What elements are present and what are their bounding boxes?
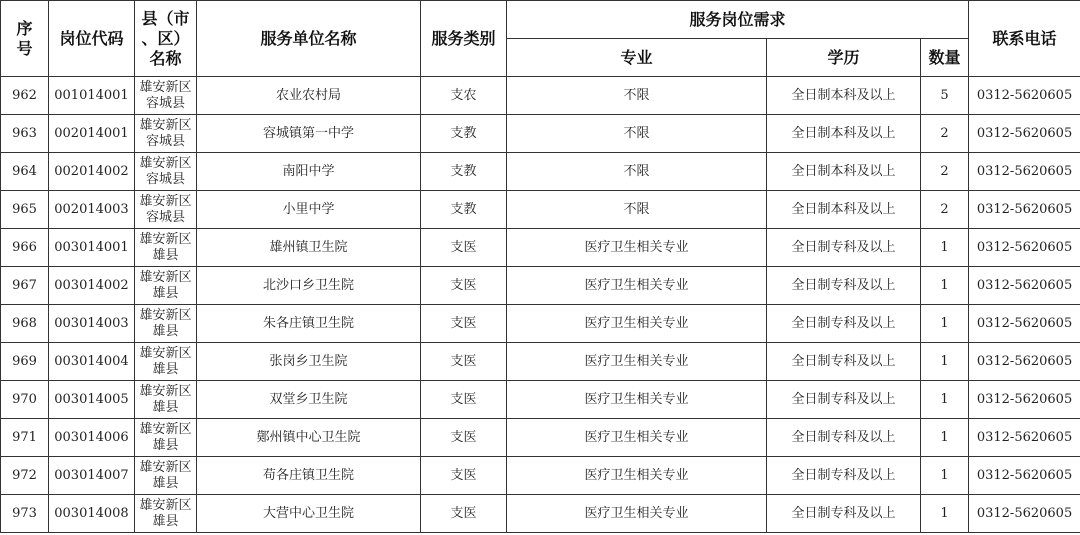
cell-major: 医疗卫生相关专业 (507, 267, 767, 305)
cell-count: 1 (921, 343, 969, 381)
county-line: 雄县 (152, 437, 179, 453)
cell-service-type: 支医 (421, 305, 507, 343)
county-line: 雄安新区 (139, 117, 192, 133)
county-line: 雄安新区 (139, 155, 192, 171)
header-demand: 服务岗位需求 (507, 1, 969, 39)
cell-unit-name: 双堂乡卫生院 (197, 381, 421, 419)
table-row (1, 495, 1080, 533)
header-post-code: 岗位代码 (49, 1, 135, 77)
cell-phone: 0312-5620605 (969, 495, 1080, 533)
county-line: 雄县 (152, 285, 179, 301)
cell-service-type: 支医 (421, 229, 507, 267)
cell-count: 1 (921, 229, 969, 267)
cell-phone: 0312-5620605 (969, 229, 1080, 267)
table-row (1, 115, 1080, 153)
cell-phone: 0312-5620605 (969, 457, 1080, 495)
cell-service-type: 支医 (421, 419, 507, 457)
county-line: 容城县 (145, 171, 185, 187)
county-line: 雄安新区 (139, 383, 192, 399)
cell-count: 1 (921, 419, 969, 457)
header-seq: 序 号 (1, 1, 49, 77)
cell-count: 1 (921, 457, 969, 495)
cell-phone: 0312-5620605 (969, 115, 1080, 153)
cell-post-code: 002014003 (49, 191, 135, 229)
cell-seq: 971 (1, 419, 49, 457)
cell-post-code: 003014003 (49, 305, 135, 343)
cell-phone: 0312-5620605 (969, 153, 1080, 191)
table-row (1, 229, 1080, 267)
county-line: 容城县 (145, 133, 185, 149)
cell-major: 不限 (507, 153, 767, 191)
cell-count: 1 (921, 381, 969, 419)
cell-unit-name: 小里中学 (197, 191, 421, 229)
cell-post-code: 003014001 (49, 229, 135, 267)
header-phone: 联系电话 (969, 1, 1080, 77)
cell-service-type: 支教 (421, 191, 507, 229)
cell-unit-name: 北沙口乡卫生院 (197, 267, 421, 305)
cell-education: 全日制本科及以上 (767, 153, 921, 191)
cell-service-type: 支医 (421, 495, 507, 533)
header-service-type: 服务类别 (421, 1, 507, 77)
cell-education: 全日制专科及以上 (767, 457, 921, 495)
county-line: 雄安新区 (139, 345, 192, 361)
cell-unit-name: 大营中心卫生院 (197, 495, 421, 533)
header-unit-name: 服务单位名称 (197, 1, 421, 77)
table-row (1, 305, 1080, 343)
cell-major: 医疗卫生相关专业 (507, 381, 767, 419)
cell-count: 1 (921, 305, 969, 343)
table-row (1, 191, 1080, 229)
table-row (1, 77, 1080, 115)
cell-count: 5 (921, 77, 969, 115)
cell-phone: 0312-5620605 (969, 77, 1080, 115)
county-line: 雄安新区 (139, 459, 192, 475)
cell-service-type: 支教 (421, 115, 507, 153)
cell-count: 1 (921, 267, 969, 305)
cell-post-code: 003014006 (49, 419, 135, 457)
cell-major: 医疗卫生相关专业 (507, 343, 767, 381)
cell-education: 全日制专科及以上 (767, 419, 921, 457)
cell-county (135, 305, 197, 343)
cell-county (135, 457, 197, 495)
cell-major: 医疗卫生相关专业 (507, 495, 767, 533)
county-line: 容城县 (145, 95, 185, 111)
cell-county (135, 77, 197, 115)
cell-county (135, 343, 197, 381)
county-line: 雄县 (152, 513, 179, 529)
cell-seq: 967 (1, 267, 49, 305)
cell-phone: 0312-5620605 (969, 191, 1080, 229)
cell-major: 不限 (507, 115, 767, 153)
county-line: 雄安新区 (139, 307, 192, 323)
cell-service-type: 支医 (421, 457, 507, 495)
table-row (1, 153, 1080, 191)
cell-count: 2 (921, 115, 969, 153)
header-count: 数量 (921, 39, 969, 77)
cell-post-code: 003014007 (49, 457, 135, 495)
cell-seq: 963 (1, 115, 49, 153)
cell-seq: 964 (1, 153, 49, 191)
cell-major: 医疗卫生相关专业 (507, 457, 767, 495)
table-row (1, 457, 1080, 495)
cell-post-code: 002014001 (49, 115, 135, 153)
cell-major: 不限 (507, 77, 767, 115)
table-body (1, 77, 1080, 533)
cell-phone: 0312-5620605 (969, 343, 1080, 381)
header-row (1, 1, 1080, 39)
county-line: 雄安新区 (139, 193, 192, 209)
county-line: 雄安新区 (139, 497, 192, 513)
cell-seq: 962 (1, 77, 49, 115)
cell-major: 不限 (507, 191, 767, 229)
cell-county (135, 419, 197, 457)
cell-unit-name: 南阳中学 (197, 153, 421, 191)
cell-education: 全日制专科及以上 (767, 267, 921, 305)
table-row (1, 343, 1080, 381)
cell-unit-name: 容城镇第一中学 (197, 115, 421, 153)
cell-phone: 0312-5620605 (969, 381, 1080, 419)
cell-education: 全日制专科及以上 (767, 343, 921, 381)
cell-phone: 0312-5620605 (969, 267, 1080, 305)
header-education: 学历 (767, 39, 921, 77)
cell-seq: 966 (1, 229, 49, 267)
county-line: 雄安新区 (139, 421, 192, 437)
cell-post-code: 002014002 (49, 153, 135, 191)
cell-education: 全日制专科及以上 (767, 381, 921, 419)
cell-unit-name: 雄州镇卫生院 (197, 229, 421, 267)
cell-county (135, 191, 197, 229)
county-line: 雄县 (152, 399, 179, 415)
table-row (1, 381, 1080, 419)
cell-education: 全日制专科及以上 (767, 305, 921, 343)
cell-unit-name: 朱各庄镇卫生院 (197, 305, 421, 343)
county-line: 雄县 (152, 361, 179, 377)
county-line: 雄县 (152, 247, 179, 263)
cell-unit-name: 苟各庄镇卫生院 (197, 457, 421, 495)
cell-phone: 0312-5620605 (969, 419, 1080, 457)
cell-county (135, 267, 197, 305)
cell-county (135, 229, 197, 267)
cell-seq: 970 (1, 381, 49, 419)
cell-major: 医疗卫生相关专业 (507, 229, 767, 267)
cell-service-type: 支教 (421, 153, 507, 191)
cell-seq: 969 (1, 343, 49, 381)
county-line: 容城县 (145, 209, 185, 225)
county-line: 雄安新区 (139, 269, 192, 285)
cell-major: 医疗卫生相关专业 (507, 419, 767, 457)
cell-phone: 0312-5620605 (969, 305, 1080, 343)
cell-count: 1 (921, 495, 969, 533)
cell-seq: 965 (1, 191, 49, 229)
county-line: 雄县 (152, 323, 179, 339)
cell-education: 全日制专科及以上 (767, 229, 921, 267)
cell-post-code: 001014001 (49, 77, 135, 115)
header-major: 专业 (507, 39, 767, 77)
cell-service-type: 支医 (421, 381, 507, 419)
county-line: 雄安新区 (139, 79, 192, 95)
cell-seq: 972 (1, 457, 49, 495)
cell-unit-name: 农业农村局 (197, 77, 421, 115)
cell-unit-name: 张岗乡卫生院 (197, 343, 421, 381)
cell-seq: 968 (1, 305, 49, 343)
table-row (1, 267, 1080, 305)
cell-post-code: 003014004 (49, 343, 135, 381)
cell-service-type: 支医 (421, 343, 507, 381)
cell-education: 全日制专科及以上 (767, 495, 921, 533)
cell-county (135, 495, 197, 533)
cell-post-code: 003014008 (49, 495, 135, 533)
cell-service-type: 支农 (421, 77, 507, 115)
cell-education: 全日制本科及以上 (767, 115, 921, 153)
county-line: 雄县 (152, 475, 179, 491)
cell-major: 医疗卫生相关专业 (507, 305, 767, 343)
table-row (1, 419, 1080, 457)
cell-count: 2 (921, 191, 969, 229)
county-line: 雄安新区 (139, 231, 192, 247)
cell-education: 全日制本科及以上 (767, 191, 921, 229)
cell-post-code: 003014005 (49, 381, 135, 419)
cell-seq: 973 (1, 495, 49, 533)
cell-unit-name: 鄚州镇中心卫生院 (197, 419, 421, 457)
cell-service-type: 支医 (421, 267, 507, 305)
cell-post-code: 003014002 (49, 267, 135, 305)
cell-county (135, 153, 197, 191)
header-county: 县（市 、区） 名称 (135, 1, 197, 77)
cell-education: 全日制本科及以上 (767, 77, 921, 115)
cell-county (135, 381, 197, 419)
cell-count: 2 (921, 153, 969, 191)
cell-county (135, 115, 197, 153)
